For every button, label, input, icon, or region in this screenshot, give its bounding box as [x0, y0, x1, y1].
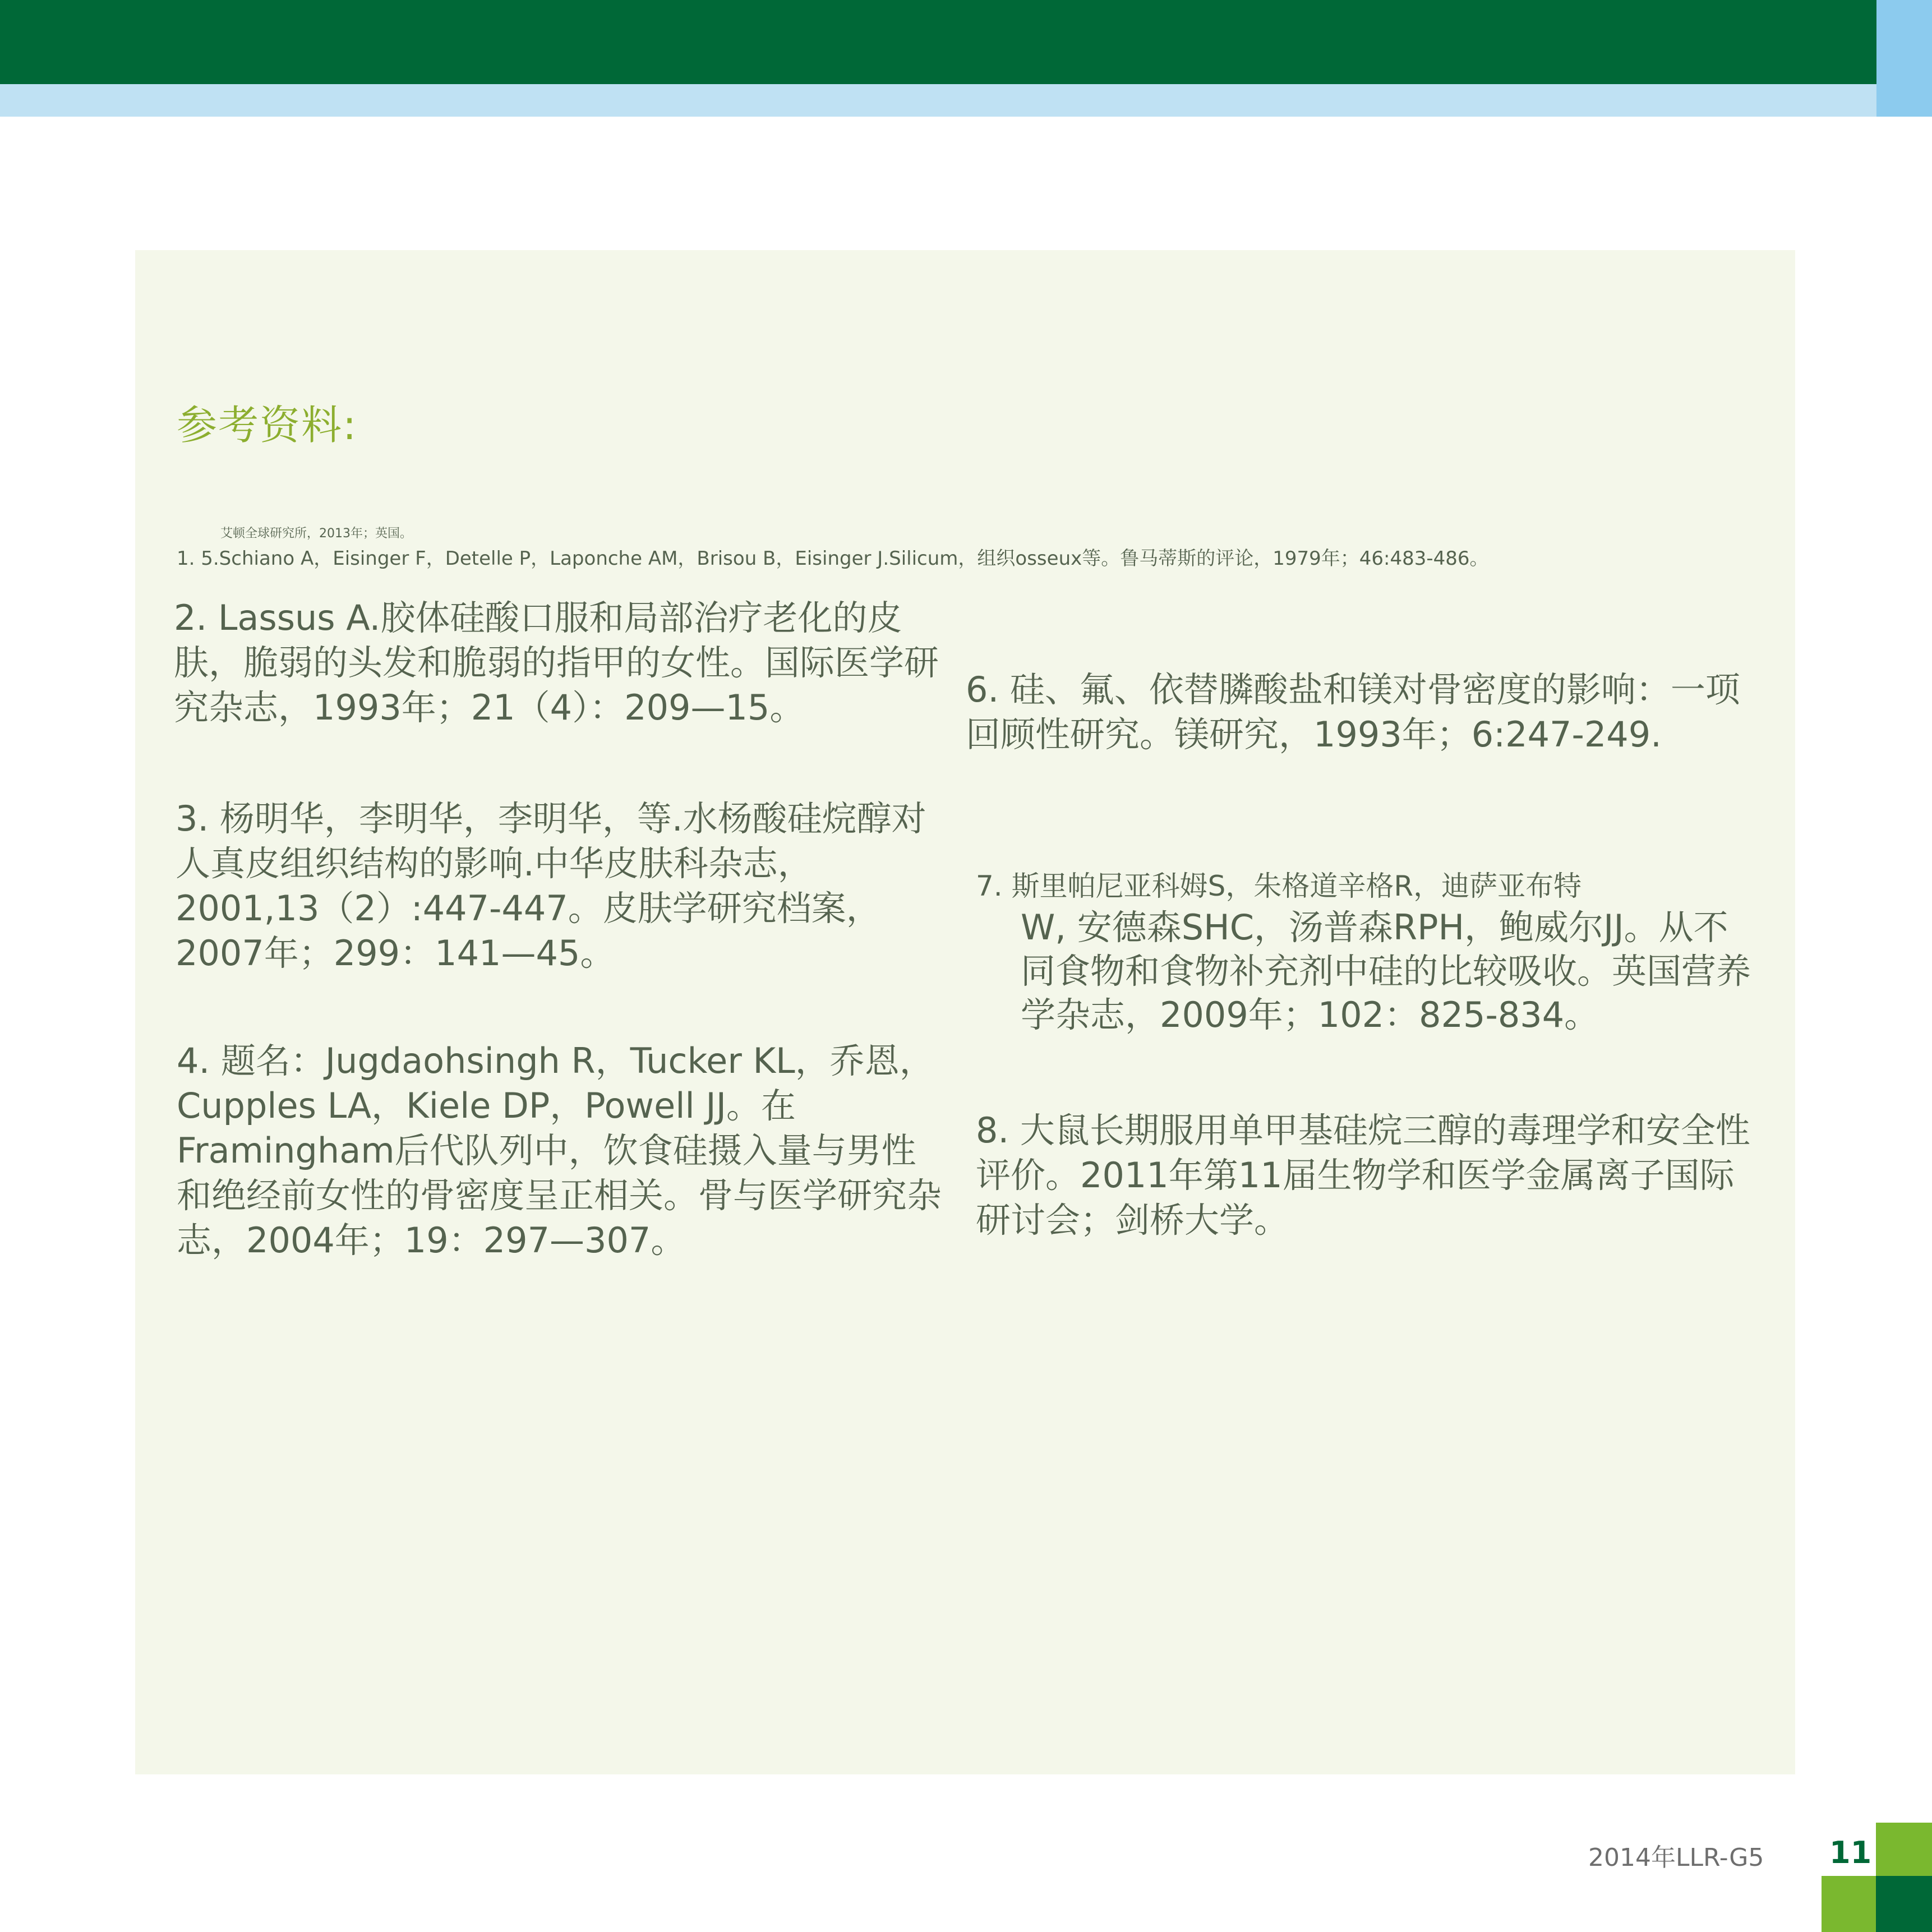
corner-square-dark: [1876, 1876, 1932, 1932]
page-number: 11: [1829, 1835, 1872, 1870]
reference-3: 3. 杨明华，李明华，李明华，等.水杨酸硅烷醇对人真皮组织结构的影响.中华皮肤科杂志，2001,13（2）:447-447。皮肤学研究档案，2007年；299：141—45。: [176, 798, 926, 974]
reference-7: [976, 866, 1761, 1037]
header-corner-block: [1876, 0, 1932, 117]
reference-7-body: W, 安德森SHC，汤普森RPH，鲍威尔JJ。从不同食物和食物补充剂中硅的比较吸收。英国营养学杂志，2009年；102：825-834。: [1021, 907, 1751, 1035]
reference-8: 8. 大鼠长期服用单甲基硅烷三醇的毒理学和安全性评价。2011年第11届生物学和医学金属离子国际研讨会；剑桥大学。: [976, 1110, 1750, 1241]
reference-7-line-1: 7. 斯里帕尼亚科姆S，朱格道辛格R，迪萨亚布特: [976, 870, 1582, 902]
page-title: 参考资料:: [177, 402, 358, 449]
reference-1: 1. 5.Schiano A，Eisinger F，Detelle P，Laponche AM，Brisou B，Eisinger J.Silicum，组织osseux等。鲁马蒂斯的评论，1979年；46:483-486。: [177, 547, 1489, 570]
reference-source-note: 艾顿全球研究所，2013年；英国。: [220, 527, 412, 541]
corner-square-lime: [1876, 1823, 1932, 1876]
reference-4: 4. 题名：Jugdaohsingh R，Tucker KL，乔恩，Cupples LA，Kiele DP，Powell JJ。在Framingham后代队列中，饮食硅摄入量与男性和绝经前女性的骨密度呈正相关。骨与医学研究杂志，2004年；19：297—307。: [177, 1040, 942, 1261]
reference-6: 6. 硅、氟、依替膦酸盐和镁对骨密度的影响：一项回顾性研究。镁研究，1993年；6:247-249.: [966, 669, 1740, 755]
header-bar: [0, 0, 1876, 84]
footer-label: 2014年LLR-G5: [1588, 1843, 1764, 1872]
reference-2: 2. Lassus A.胶体硅酸口服和局部治疗老化的皮肤，脆弱的头发和脆弱的指甲的女性。国际医学研究杂志，1993年；21（4）：209—15。: [174, 597, 939, 728]
header-stripe: [0, 84, 1876, 117]
corner-square-lime-lower: [1822, 1876, 1878, 1932]
